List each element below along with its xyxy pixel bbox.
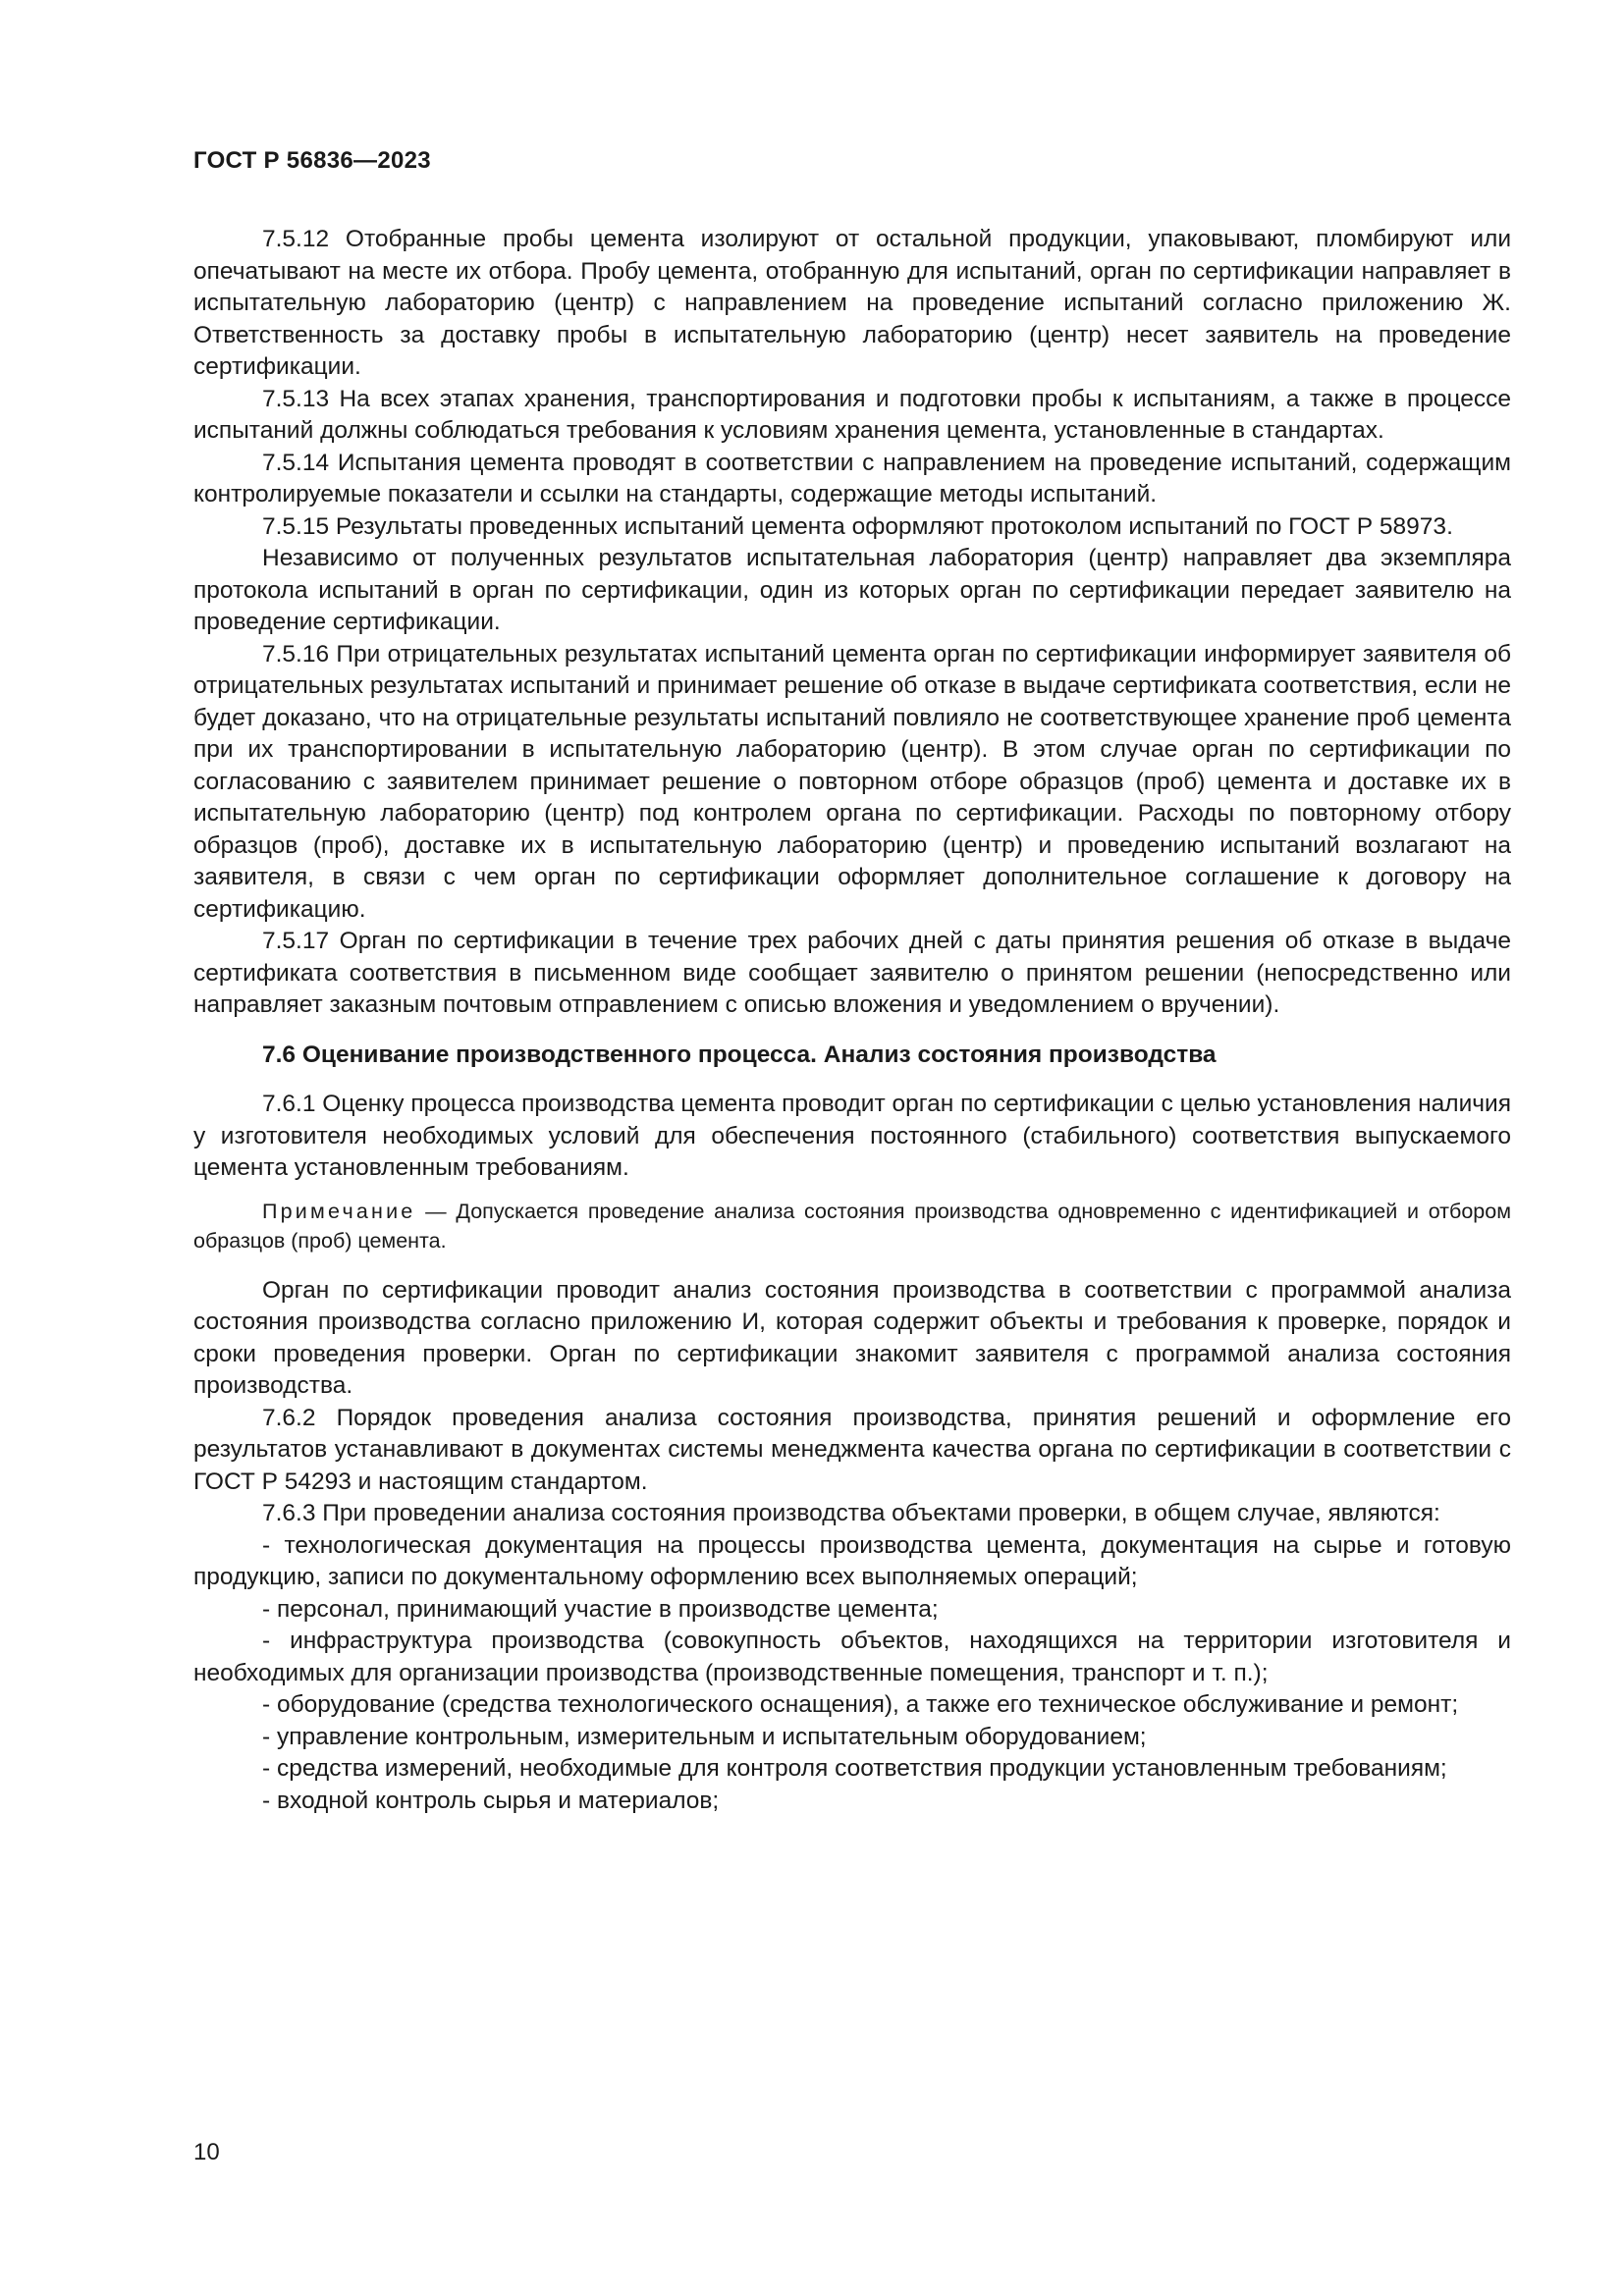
paragraph-7-6-1: 7.6.1 Оценку процесса производства цемента проводит орган по сертификации с целью установления наличия у изготовителя необходимых условий для обеспечения постоянного (стабильного) соответствия выпускаемого цемента установленным требованиям. [193,1091,1511,1181]
document-body [193,224,1511,1817]
document-header: ГОСТ Р 56836—2023 [193,147,431,174]
paragraph-7-5-13: 7.5.13 На всех этапах хранения, транспортирования и подготовки пробы к испытаниям, а также в процессе испытаний должны соблюдаться требования к условиям хранения цемента, установленные в стандартах. [193,385,1511,444]
paragraph-program: Орган по сертификации проводит анализ состояния производства в соответствии с программой анализа состояния производства согласно приложению И, которая содержит объекты и требования к проверке, порядок и сроки проведения проверки. Орган по сертификации знакомит заявителя с программой анализа состояния производства. [193,1276,1511,1399]
paragraph-7-5-15: 7.5.15 Результаты проведенных испытаний цемента оформляют протоколом испытаний по ГОСТ Р 58973. [262,512,1453,540]
paragraph-7-6-3: 7.6.3 При проведении анализа состояния производства объектами проверки, в общем случае, являются: [262,1500,1440,1526]
note [193,1197,1511,1255]
list-item: - управление контрольным, измерительным и испытательным оборудованием; [262,1723,1147,1750]
paragraph-7-5-17: 7.5.17 Орган по сертификации в течение трех рабочих дней с даты принятия решения об отказе в выдаче сертификата соответствия в письменном виде сообщает заявителю о принятом решении (непосредственно или направляет заказным почтовым отправлением с описью вложения и уведомлением о вручении). [193,928,1511,1018]
paragraph-7-5-15-cont: Независимо от полученных результатов испытательная лаборатория (центр) направляет два экземпляра протокола испытаний в орган по сертификации, один из которых орган по сертификации передает заявителю на проведение сертификации. [193,545,1511,635]
paragraph-7-5-16: 7.5.16 При отрицательных результатах испытаний цемента орган по сертификации информирует заявителя об отрицательных результатах испытаний и принимает решение об отказе в выдаче сертификата соответствия, если не будет доказано, что на отрицательные результаты испытаний повлияло не соответствующее хранение проб цемента при их транспортировании в испытательную лабораторию (центр). В этом случае орган по сертификации по согласованию с заявителем принимает решение о повторном отборе образцов (проб) цемента и доставке их в испытательную лабораторию (центр) под контролем органа по сертификации. Расходы по повторному отбору образцов (проб), доставке их в испытательную лабораторию (центр) и проведению испытаний возлагают на заявителя, в связи с чем орган по сертификации оформляет дополнительное соглашение к договору на сертификацию. [193,640,1511,923]
list-item: - оборудование (средства технологического оснащения), а также его техническое обслуживание и ремонт; [262,1691,1459,1718]
paragraph-7-6-2: 7.6.2 Порядок проведения анализа состояния производства, принятия решений и оформление его результатов устанавливают в документах системы менеджмента качества органа по сертификации в соответствии с ГОСТ Р 54293 и настоящим стандартом. [193,1404,1511,1495]
note-label: Примечание [262,1199,416,1223]
section-heading-7-6: 7.6 Оценивание производственного процесса. Анализ состояния производства [262,1041,1217,1068]
list-item: - входной контроль сырья и материалов; [262,1787,720,1814]
list-item: - технологическая документация на процессы производства цемента, документация на сырье и готовую продукцию, записи по документальному оформлению всех выполняемых операций; [193,1531,1511,1590]
page-number: 10 [193,2139,220,2165]
paragraph-7-5-12: 7.5.12 Отобранные пробы цемента изолируют от остальной продукции, упаковывают, пломбируют или опечатывают на месте их отбора. Пробу цемента, отобранную для испытаний, орган по сертификации направляет в испытательную лабораторию (центр) с направлением на проведение испытаний согласно приложению Ж. Ответственность за доставку пробы в испытательную лабораторию (центр) несет заявитель на проведение сертификации. [193,226,1511,380]
list-item: - инфраструктура производства (совокупность объектов, находящихся на территории изготовителя и необходимых для организации производства (производственные помещения, транспорт и т. п.); [193,1628,1511,1686]
list-item: - персонал, принимающий участие в производстве цемента; [262,1595,939,1623]
list-item: - средства измерений, необходимые для контроля соответствия продукции установленным требованиям; [262,1755,1447,1782]
note-text: — Допускается проведение анализа состояния производства одновременно с идентификацией и отбором образцов (проб) цемента. [193,1199,1511,1253]
paragraph-7-5-14: 7.5.14 Испытания цемента проводят в соответствии с направлением на проведение испытаний, содержащим контролируемые показатели и ссылки на стандарты, содержащие методы испытаний. [193,449,1511,507]
